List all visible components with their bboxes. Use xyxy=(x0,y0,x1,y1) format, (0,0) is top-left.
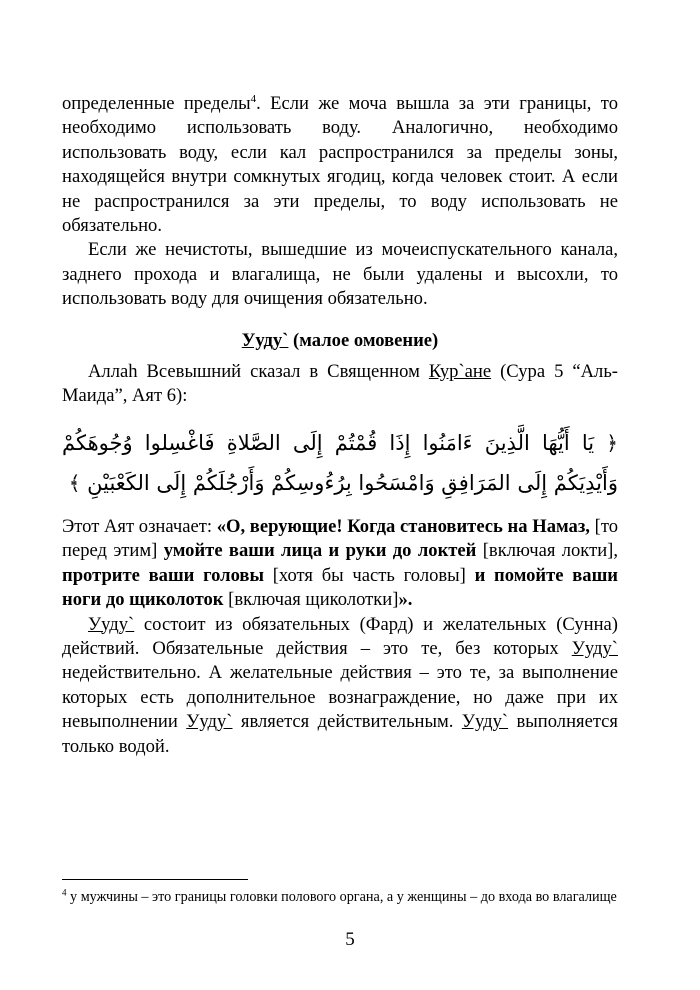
meaning-bold: умойте ваши лица и руки до локтей xyxy=(163,540,477,562)
arabic-verse-text: يَا أَيُّهَا الَّذِينَ ءَامَنُوا إِذَا قُمْتُمْ إِلَى الصَّلاةِ فَاغْسِلوا وُجُوهَكُمْ وَأَيْدِيَكُمْ إِلَى المَرَافِقِ وَامْسَحُوا بِرُءُوسِكُمْ وَأَرْجُلَكُمْ إِلَى الكَعْبَيْنِ xyxy=(62,430,618,495)
footnote-ref[interactable]: 4 xyxy=(250,92,257,105)
section-heading xyxy=(62,329,618,353)
wudu-term: Ууду` xyxy=(88,613,135,635)
wudu-text: недействительно. А желательные действия – это те, за выполнение которых есть дополнительное вознаграждение, но даже при их невыполнении xyxy=(62,662,618,733)
footnote-text: у мужчины – это границы головки полового органа, а у женщины – до входа во влагалище xyxy=(66,889,617,905)
meaning-text: Этот Аят означает: xyxy=(62,515,217,537)
page-body xyxy=(62,92,618,759)
verse-meaning xyxy=(62,515,618,613)
arabic-verse xyxy=(62,423,618,503)
paragraph-text: определенные пределы xyxy=(62,93,251,114)
meaning-text: [включая локти], xyxy=(476,540,619,562)
wudu-text: выполняется только водой. xyxy=(62,711,618,757)
meaning-bold: и помойте ваши ноги до щиколоток xyxy=(62,564,618,611)
wudu-term: Ууду` xyxy=(186,711,233,733)
meaning-bold: протрите ваши головы xyxy=(62,564,264,586)
meaning-bold: «О, верующие! Когда становитесь на Намаз, xyxy=(216,515,590,537)
wudu-text: является действительным. xyxy=(232,711,462,733)
footnote xyxy=(62,888,618,907)
quran-term: Кур`ане xyxy=(428,361,492,383)
wudu-term: Ууду` xyxy=(571,637,618,659)
footnote-separator xyxy=(62,879,248,880)
ornate-bracket-open-icon: ﴿ xyxy=(606,430,618,455)
quran-intro xyxy=(62,360,618,409)
heading-rest: (малое омовение) xyxy=(288,329,439,351)
ornate-bracket-close-icon: ﴾ xyxy=(68,470,81,495)
intro-text: Аллаh Всевышний сказал в Священном xyxy=(88,361,429,383)
page-number: 5 xyxy=(345,929,355,950)
paragraph-text: . Если же моча вышла за эти границы, то необходимо использовать воду. Аналогично, необходимо использовать воду, если кал распространился за пределы зоны, находящейся внутри сомкнутых ягодиц, когда человек стоит. А если не распространился за эти пределы, то воду использовать не обязательно. xyxy=(62,93,618,237)
wudu-term: Ууду` xyxy=(461,711,509,733)
footnote-mark: 4 xyxy=(62,887,67,898)
meaning-text: [хотя бы часть головы] xyxy=(263,564,475,586)
heading-term: Ууду` xyxy=(241,329,289,351)
paragraph-dried-impurities: Если же нечистоты, вышедшие из мочеиспускательного канала, заднего прохода и влагалища, не были удалены и высохли, то использовать воду для очищения обязательно. xyxy=(62,239,618,310)
wudu-paragraph xyxy=(62,613,618,759)
meaning-text: [включая щиколотки] xyxy=(223,589,399,611)
wudu-text: состоит из обязательных (Фард) и желательных (Сунна) действий. Обязательные действия – это те, без которых xyxy=(62,613,618,659)
paragraph-boundaries xyxy=(62,92,618,238)
meaning-bold: ». xyxy=(398,589,413,611)
intro-text: (Сура 5 “Аль-Маида”, Аят 6): xyxy=(62,361,618,407)
meaning-text: [то перед этим] xyxy=(62,515,618,562)
